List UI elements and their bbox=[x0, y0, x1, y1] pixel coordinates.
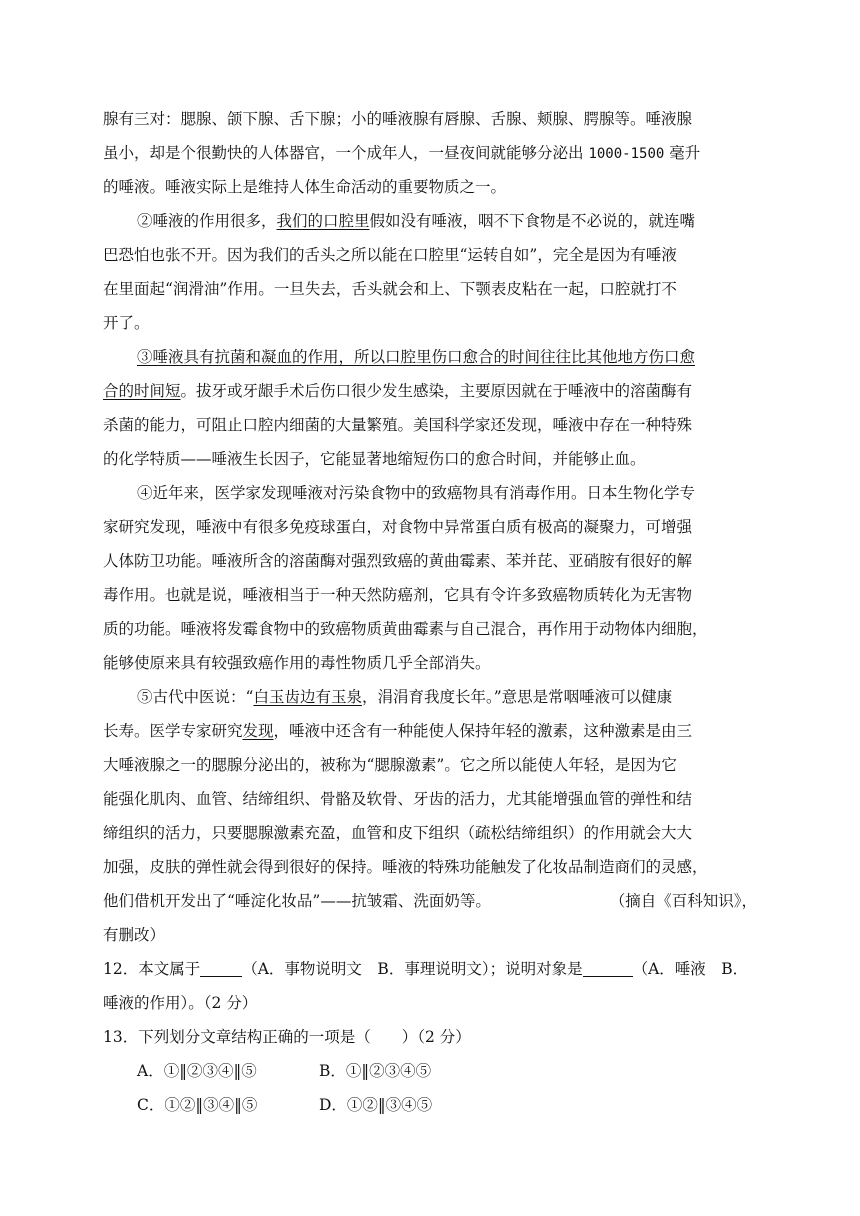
option-b[interactable]: B．①‖②③④⑤ bbox=[319, 1062, 432, 1080]
option-d[interactable]: D．①②‖③④⑤ bbox=[319, 1096, 433, 1114]
text-line: 有删改） bbox=[103, 926, 166, 944]
question-line bbox=[103, 952, 748, 986]
text-line: 杀菌的能力，可阻止口腔内细菌的大量繁殖。美国科学家还发现，唾液中存在一种特殊 bbox=[103, 416, 693, 434]
text-line: ④近年来，医学家发现唾液对污染食物中的致癌物具有消毒作用。日本生物化学专 bbox=[137, 484, 696, 502]
text-line: 的唾液。唾液实际上是维持人体生命活动的重要物质之一。 bbox=[103, 178, 507, 196]
text-line bbox=[103, 136, 700, 170]
text-line: 在里面起“润滑油”作用。一旦失去，舌头就会和上、下颚表皮粘在一起，口腔就打不 bbox=[103, 280, 677, 298]
text-line: 加强，皮肤的弹性就会得到很好的保持。唾液的特殊功能触发了化妆品制造商们的灵感， bbox=[103, 858, 708, 876]
text-span: 他们借机开发出了“唾淀化妆品”——抗皱霜、洗面奶等。 bbox=[103, 892, 491, 910]
text-span: 虽小，却是个很勤快的人体器官，一个成年人，一昼夜间就能够分泌出 bbox=[103, 144, 589, 162]
text-line: 毒作用。也就是说，唾液相当于一种天然防癌剂，它具有令许多致癌物质转化为无害物 bbox=[103, 586, 693, 604]
underlined-phrase: 合的时间短 bbox=[103, 382, 181, 400]
question-text: （A．唾液 B． bbox=[632, 960, 749, 978]
question-text: 12．本文属于 bbox=[103, 960, 201, 978]
text-line: 的化学特质——唾液生长因子，它能显著地缩短伤口的愈合时间，并能够止血。 bbox=[103, 450, 646, 468]
text-line: 能强化肌肉、血管、结缔组织、骨骼及软骨、牙齿的活力，尤其能增强血管的弹性和结 bbox=[103, 790, 693, 808]
text-line: 腺有三对：腮腺、颌下腺、舌下腺；小的唾液腺有唇腺、舌腺、颊腺、腭腺等。唾液腺 bbox=[103, 110, 693, 128]
question-stem: 13．下列划分文章结构正确的一项是（ ）（2 分） bbox=[103, 1028, 471, 1046]
text-line bbox=[103, 714, 692, 748]
text-span: 。拔牙或牙龈手术后伤口很少发生感染，主要原因就在于唾液中的溶菌酶有 bbox=[180, 382, 693, 400]
text-line: 开了。 bbox=[103, 314, 150, 332]
text-line: 缔组织的活力，只要腮腺激素充盈，血管和皮下组织（疏松结缔组织）的作用就会大大 bbox=[103, 824, 693, 842]
text-line: 能够使原来具有较强致癌作用的毒性物质几乎全部消失。 bbox=[103, 654, 491, 672]
text-span: 毫升 bbox=[664, 144, 701, 162]
underlined-sentence: ③唾液具有抗菌和凝血的作用，所以口腔里伤口愈合的时间往往比其他地方伤口愈 bbox=[137, 348, 696, 366]
answer-blank[interactable] bbox=[200, 958, 242, 977]
text-span: 假如没有唾液，咽不下食物是不必说的，就连嘴 bbox=[369, 212, 696, 230]
underlined-phrase: 我们的口腔里 bbox=[276, 212, 370, 230]
text-line bbox=[103, 374, 692, 408]
text-span: 长寿。医学专家研究 bbox=[103, 722, 243, 740]
question-text: （A．事物说明文 B．事理说明文）；说明对象是 bbox=[242, 960, 583, 978]
number-span: 1000-1500 bbox=[588, 146, 665, 162]
underlined-phrase: 发现 bbox=[242, 722, 274, 740]
text-span: ②唾液的作用很多， bbox=[137, 212, 277, 230]
text-line bbox=[103, 884, 757, 918]
question-line: 唾液的作用）。（2 分） bbox=[103, 994, 258, 1012]
source-citation: （摘自《百科知识》， bbox=[609, 892, 757, 910]
text-line: 质的功能。唾液将发霉食物中的致癌物质黄曲霉素与自己混合，再作用于动物体内细胞， bbox=[103, 620, 708, 638]
underlined-phrase: 白玉齿边有玉泉 bbox=[253, 688, 362, 706]
text-line bbox=[137, 680, 672, 714]
text-line bbox=[137, 204, 695, 238]
text-span: ，唾液中还含有一种能使人保持年轻的激素，这种激素是由三 bbox=[273, 722, 693, 740]
text-line: 大唾液腺之一的腮腺分泌出的，被称为“腮腺激素”。它之所以能使人年轻，是因为它 bbox=[103, 756, 677, 774]
text-span: ⑤古代中医说：“ bbox=[137, 688, 254, 706]
text-span: ，涓涓育我度长年。”意思是常咽唾液可以健康 bbox=[361, 688, 673, 706]
option-c[interactable]: C．①②‖③④‖⑤ bbox=[137, 1096, 258, 1114]
text-line: 家研究发现，唾液中有很多免疫球蛋白，对食物中异常蛋白质有极高的凝聚力，可增强 bbox=[103, 518, 693, 536]
option-a[interactable]: A．①‖②③④‖⑤ bbox=[137, 1062, 257, 1080]
text-line: 人体防卫功能。唾液所含的溶菌酶对强烈致癌的黄曲霉素、苯并芘、亚硝胺有很好的解 bbox=[103, 552, 693, 570]
answer-blank[interactable] bbox=[583, 958, 633, 977]
text-line: 巴恐怕也张不开。因为我们的舌头之所以能在口腔里“运转自如”，完全是因为有唾液 bbox=[103, 246, 677, 264]
